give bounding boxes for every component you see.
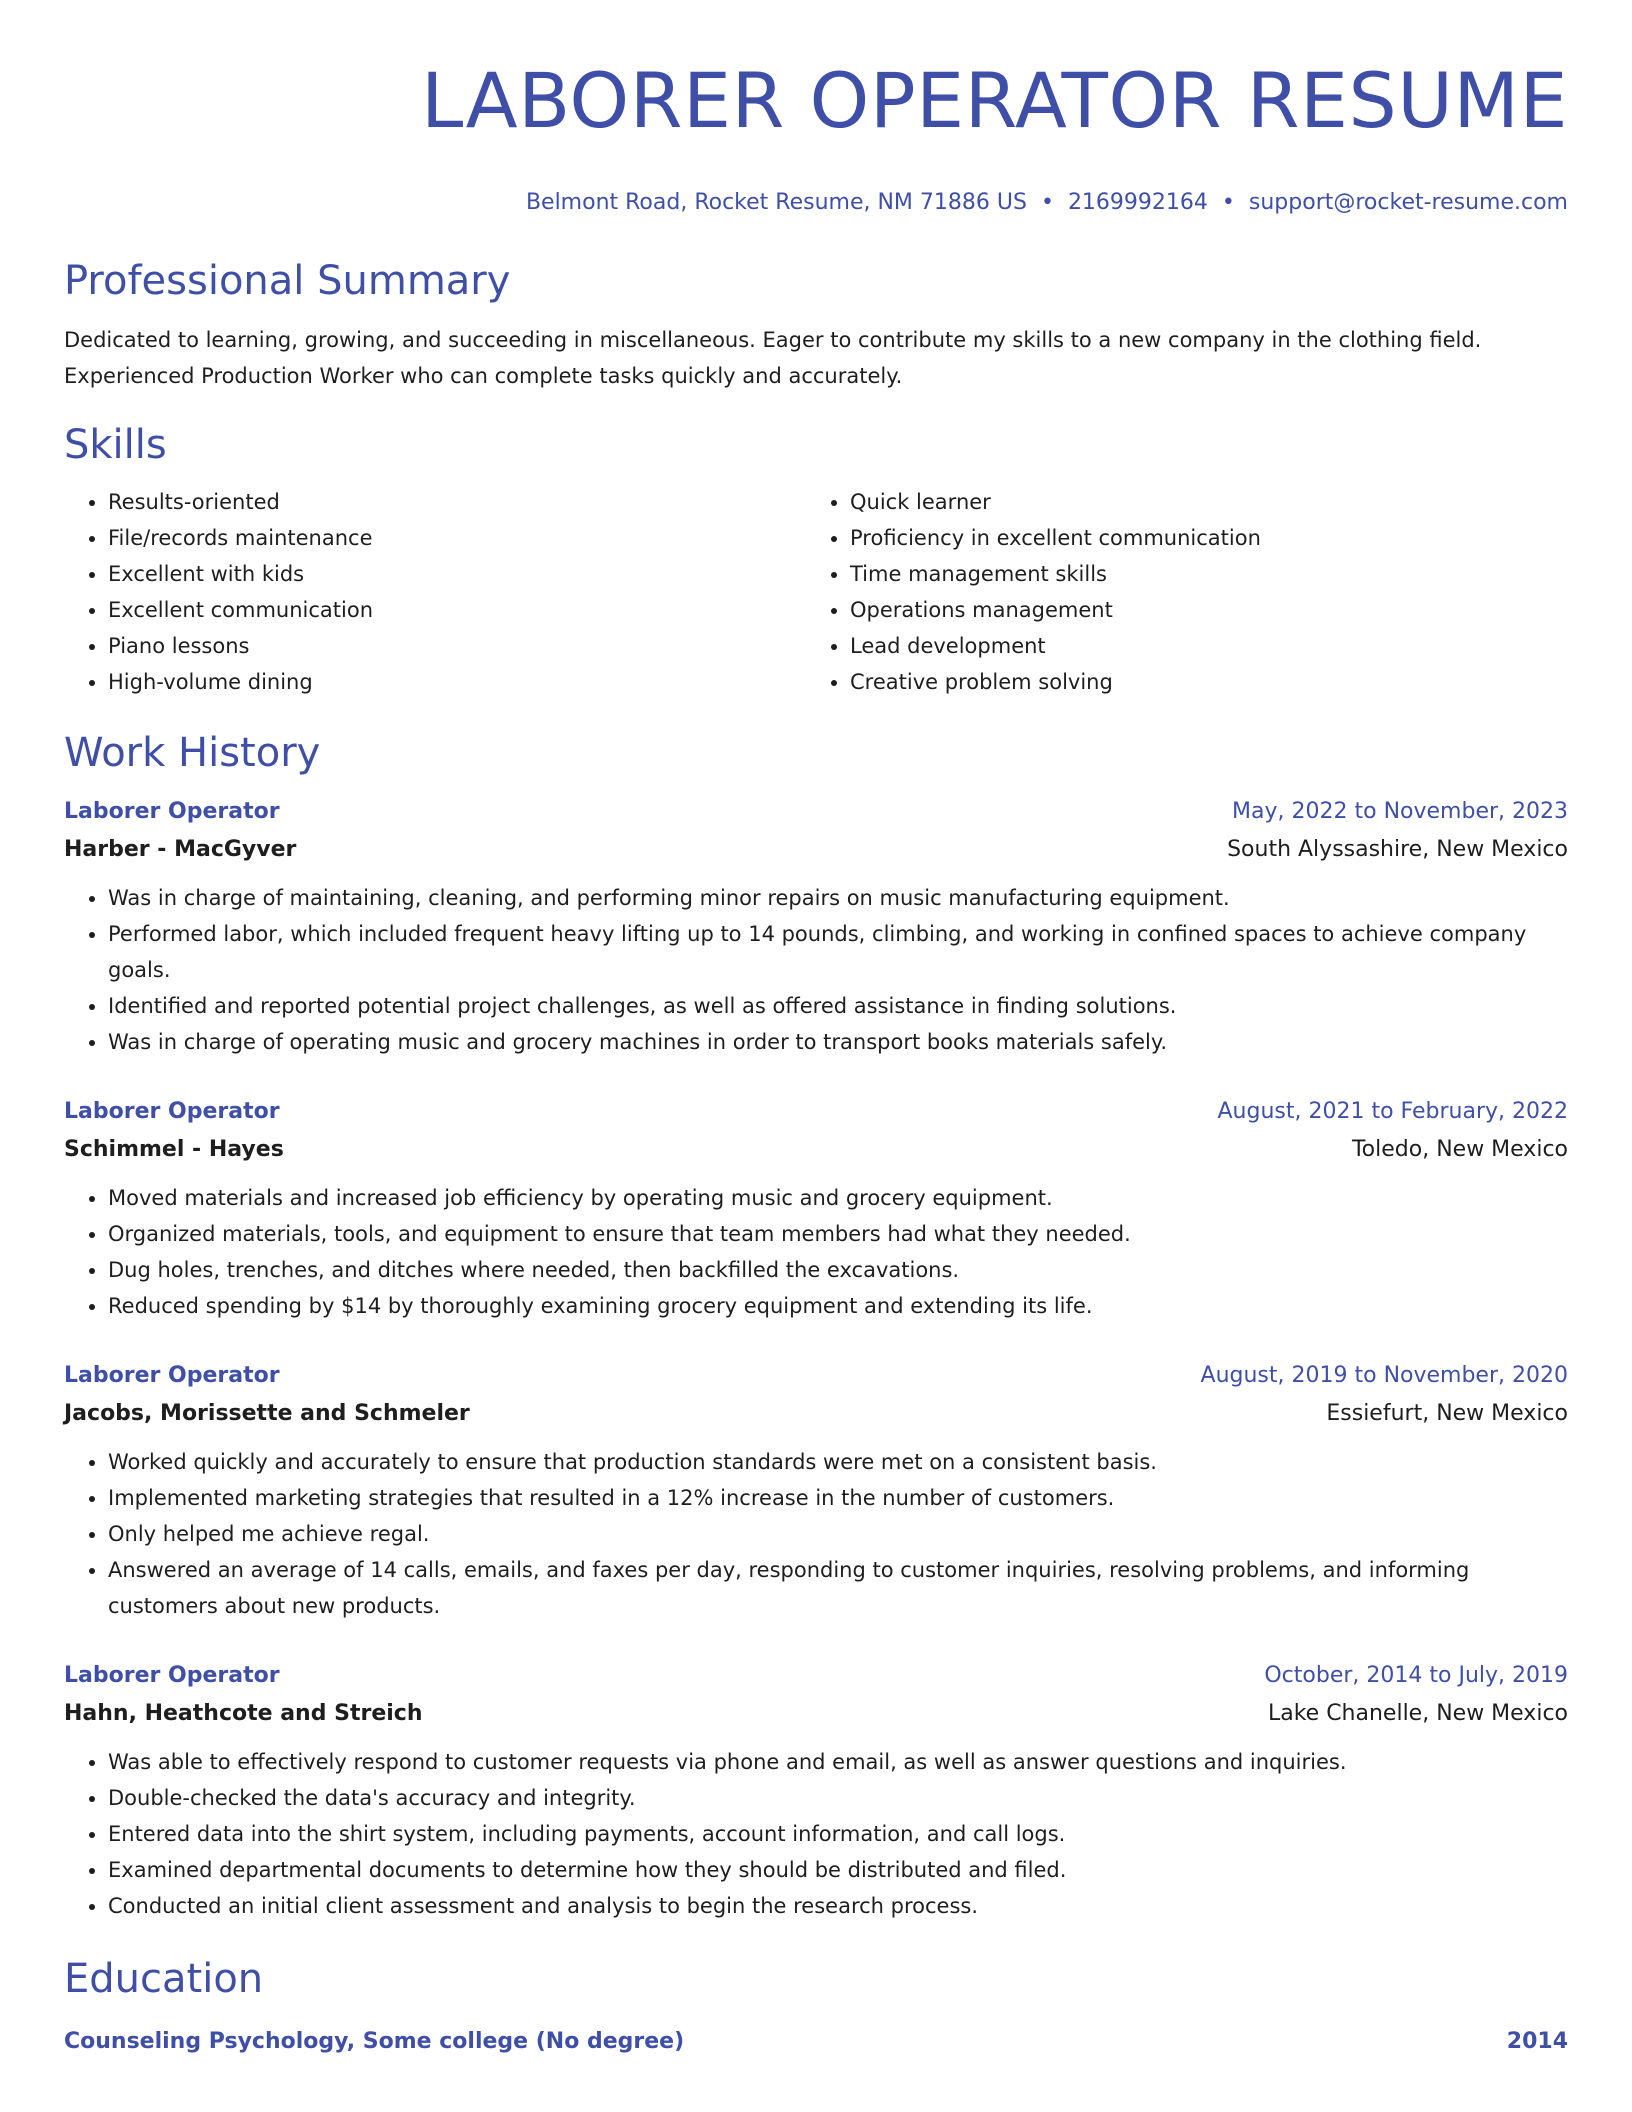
job-bullet: • Identified and reported potential project challenges, as well as offered assistance in finding solutions.	[108, 988, 1568, 1024]
job-bullet: • Entered data into the shirt system, including payments, account information, and call logs.	[108, 1816, 1568, 1852]
job-bullets	[64, 1180, 1568, 1324]
skills-heading: Skills	[64, 422, 167, 468]
contact-separator: •	[1040, 190, 1054, 215]
education-year: 2014	[1506, 2029, 1568, 2054]
job-bullets	[64, 1444, 1568, 1624]
job-location: South Alyssashire, New Mexico	[1227, 837, 1568, 862]
job-bullet: • Reduced spending by $14 by thoroughly examining grocery equipment and extending its life.	[108, 1288, 1568, 1324]
job-title: Laborer Operator	[64, 799, 280, 824]
job-bullet: • Only helped me achieve regal.	[108, 1516, 1568, 1552]
company-name: Schimmel - Hayes	[64, 1137, 284, 1162]
education-degree: Counseling Psychology, Some college (No degree)	[64, 2029, 685, 2054]
job-title: Laborer Operator	[64, 1099, 280, 1124]
resume-page	[64, 0, 1568, 2060]
job-bullet: • Moved materials and increased job efficiency by operating music and grocery equipment.	[108, 1180, 1568, 1216]
skill-item: • Excellent communication	[108, 592, 806, 628]
job-bullet: • Dug holes, trenches, and ditches where needed, then backfilled the excavations.	[108, 1252, 1568, 1288]
skill-item: • File/records maintenance	[108, 520, 806, 556]
skill-item: • Time management skills	[850, 556, 1548, 592]
skills-list	[64, 484, 1568, 700]
summary-heading: Professional Summary	[64, 258, 511, 304]
job-title: Laborer Operator	[64, 1663, 280, 1688]
contact-email: support@rocket-resume.com	[1248, 190, 1568, 215]
education-entry	[64, 2024, 1568, 2060]
skills-column-right	[806, 484, 1548, 700]
job-entry	[64, 1094, 1568, 1324]
contact-line	[64, 188, 1568, 218]
job-bullets	[64, 1744, 1568, 1924]
job-entry	[64, 1658, 1568, 1924]
job-location: Lake Chanelle, New Mexico	[1267, 1701, 1568, 1726]
contact-separator: •	[1221, 190, 1235, 215]
resume-title: LABORER OPERATOR RESUME	[421, 56, 1568, 145]
skill-item: • Proficiency in excellent communication	[850, 520, 1548, 556]
job-bullet: • Performed labor, which included frequent heavy lifting up to 14 pounds, climbing, and working in confined spaces to achieve company goals.	[108, 916, 1568, 988]
job-dates: October, 2014 to July, 2019	[1264, 1663, 1568, 1688]
job-title: Laborer Operator	[64, 1363, 280, 1388]
job-bullet: • Was able to effectively respond to customer requests via phone and email, as well as answer questions and inquiries.	[108, 1744, 1568, 1780]
job-bullet: • Conducted an initial client assessment and analysis to begin the research process.	[108, 1888, 1568, 1924]
company-name: Jacobs, Morissette and Schmeler	[64, 1401, 470, 1426]
education-heading: Education	[64, 1956, 264, 2002]
summary-text: Dedicated to learning, growing, and succeeding in miscellaneous. Eager to contribute my skills to a new company in the clothing field. Experienced Production Worker who can complete tasks quickly and accurately.	[64, 328, 1482, 388]
job-bullet: • Was in charge of operating music and grocery machines in order to transport books materials safely.	[108, 1024, 1568, 1060]
job-entry	[64, 794, 1568, 1060]
job-bullet: • Worked quickly and accurately to ensure that production standards were met on a consistent basis.	[108, 1444, 1568, 1480]
skill-item: • Piano lessons	[108, 628, 806, 664]
skill-item: • Excellent with kids	[108, 556, 806, 592]
job-location: Toledo, New Mexico	[1351, 1137, 1568, 1162]
skill-item: • Operations management	[850, 592, 1548, 628]
job-location: Essiefurt, New Mexico	[1326, 1401, 1568, 1426]
skill-item: • Quick learner	[850, 484, 1548, 520]
job-bullet: • Double-checked the data's accuracy and integrity.	[108, 1780, 1568, 1816]
job-bullet: • Was in charge of maintaining, cleaning, and performing minor repairs on music manufacturing equipment.	[108, 880, 1568, 916]
skill-item: • High-volume dining	[108, 664, 806, 700]
skill-item: • Results-oriented	[108, 484, 806, 520]
contact-address: Belmont Road, Rocket Resume, NM 71886 US	[525, 190, 1027, 215]
job-entry	[64, 1358, 1568, 1624]
job-bullet: • Organized materials, tools, and equipment to ensure that team members had what they needed.	[108, 1216, 1568, 1252]
company-name: Hahn, Heathcote and Streich	[64, 1701, 423, 1726]
job-dates: May, 2022 to November, 2023	[1232, 799, 1568, 824]
work-history-heading: Work History	[64, 730, 321, 776]
company-name: Harber - MacGyver	[64, 837, 297, 862]
job-bullet: • Answered an average of 14 calls, emails, and faxes per day, responding to customer inquiries, resolving problems, and informing customers about new products.	[108, 1552, 1568, 1624]
job-bullet: • Examined departmental documents to determine how they should be distributed and filed.	[108, 1852, 1568, 1888]
job-bullet: • Implemented marketing strategies that resulted in a 12% increase in the number of customers.	[108, 1480, 1568, 1516]
contact-phone: 2169992164	[1067, 190, 1208, 215]
job-bullets	[64, 880, 1568, 1060]
job-dates: August, 2019 to November, 2020	[1200, 1363, 1568, 1388]
job-dates: August, 2021 to February, 2022	[1217, 1099, 1568, 1124]
skill-item: • Creative problem solving	[850, 664, 1548, 700]
skills-column-left	[64, 484, 806, 700]
skill-item: • Lead development	[850, 628, 1548, 664]
